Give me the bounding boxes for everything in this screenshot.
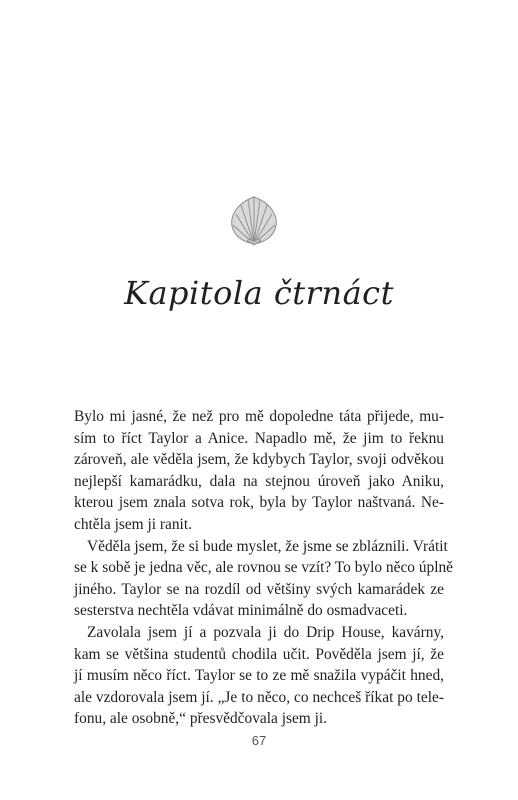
text-line: kterou jsem znala sotva rok, byla by Taylor naštvaná. Ne- xyxy=(74,494,444,512)
text-line: sím to říct Taylor a Anice. Napadlo mě, že jim to řeknu xyxy=(74,429,444,447)
text-line: se k sobě je jedna věc, ale rovnou se vzít? To bylo něco úplně xyxy=(74,559,454,577)
text-line: ale vzdorovala jsem jí. „Je to něco, co nechceš říkat po tele- xyxy=(74,688,444,706)
scallop-shell-icon xyxy=(229,194,279,246)
paragraph-1 xyxy=(74,406,444,536)
paragraph-3 xyxy=(74,622,444,730)
body-text xyxy=(74,406,454,730)
text-line: chtěla jsem ji ranit. xyxy=(74,515,192,533)
paragraph-2 xyxy=(74,536,454,622)
page-number: 67 xyxy=(251,733,267,748)
text-line: fonu, ale osobně,“ přesvědčovala jsem ji. xyxy=(74,710,328,728)
text-line: Věděla jsem, že si bude myslet, že jsme se zbláznili. Vrátit xyxy=(87,537,448,555)
text-line: zároveň, ale věděla jsem, že kdybych Taylor, svoji odvěkou xyxy=(74,451,444,469)
text-line: kam se většina studentů chodila učit. Pověděla jsem jí, že xyxy=(74,645,444,663)
text-line: Bylo mi jasné, že než pro mě dopoledne táta přijede, mu- xyxy=(74,408,444,425)
text-line: jiného. Taylor se na rozdíl od většiny svých kamarádek ze xyxy=(74,580,444,598)
chapter-title: Kapitola čtrnáct xyxy=(124,274,394,312)
text-line: jí musím něco říct. Taylor se to ze mě snažila vypáčit hned, xyxy=(74,667,444,685)
text-line: Zavolala jsem jí a pozvala ji do Drip House, kavárny, xyxy=(87,623,444,641)
text-line: sesterstva nechtěla vdávat minimálně do osmadvaceti. xyxy=(74,602,408,620)
text-line: nejlepší kamarádku, dala na stejnou úroveň jako Aniku, xyxy=(74,472,444,490)
